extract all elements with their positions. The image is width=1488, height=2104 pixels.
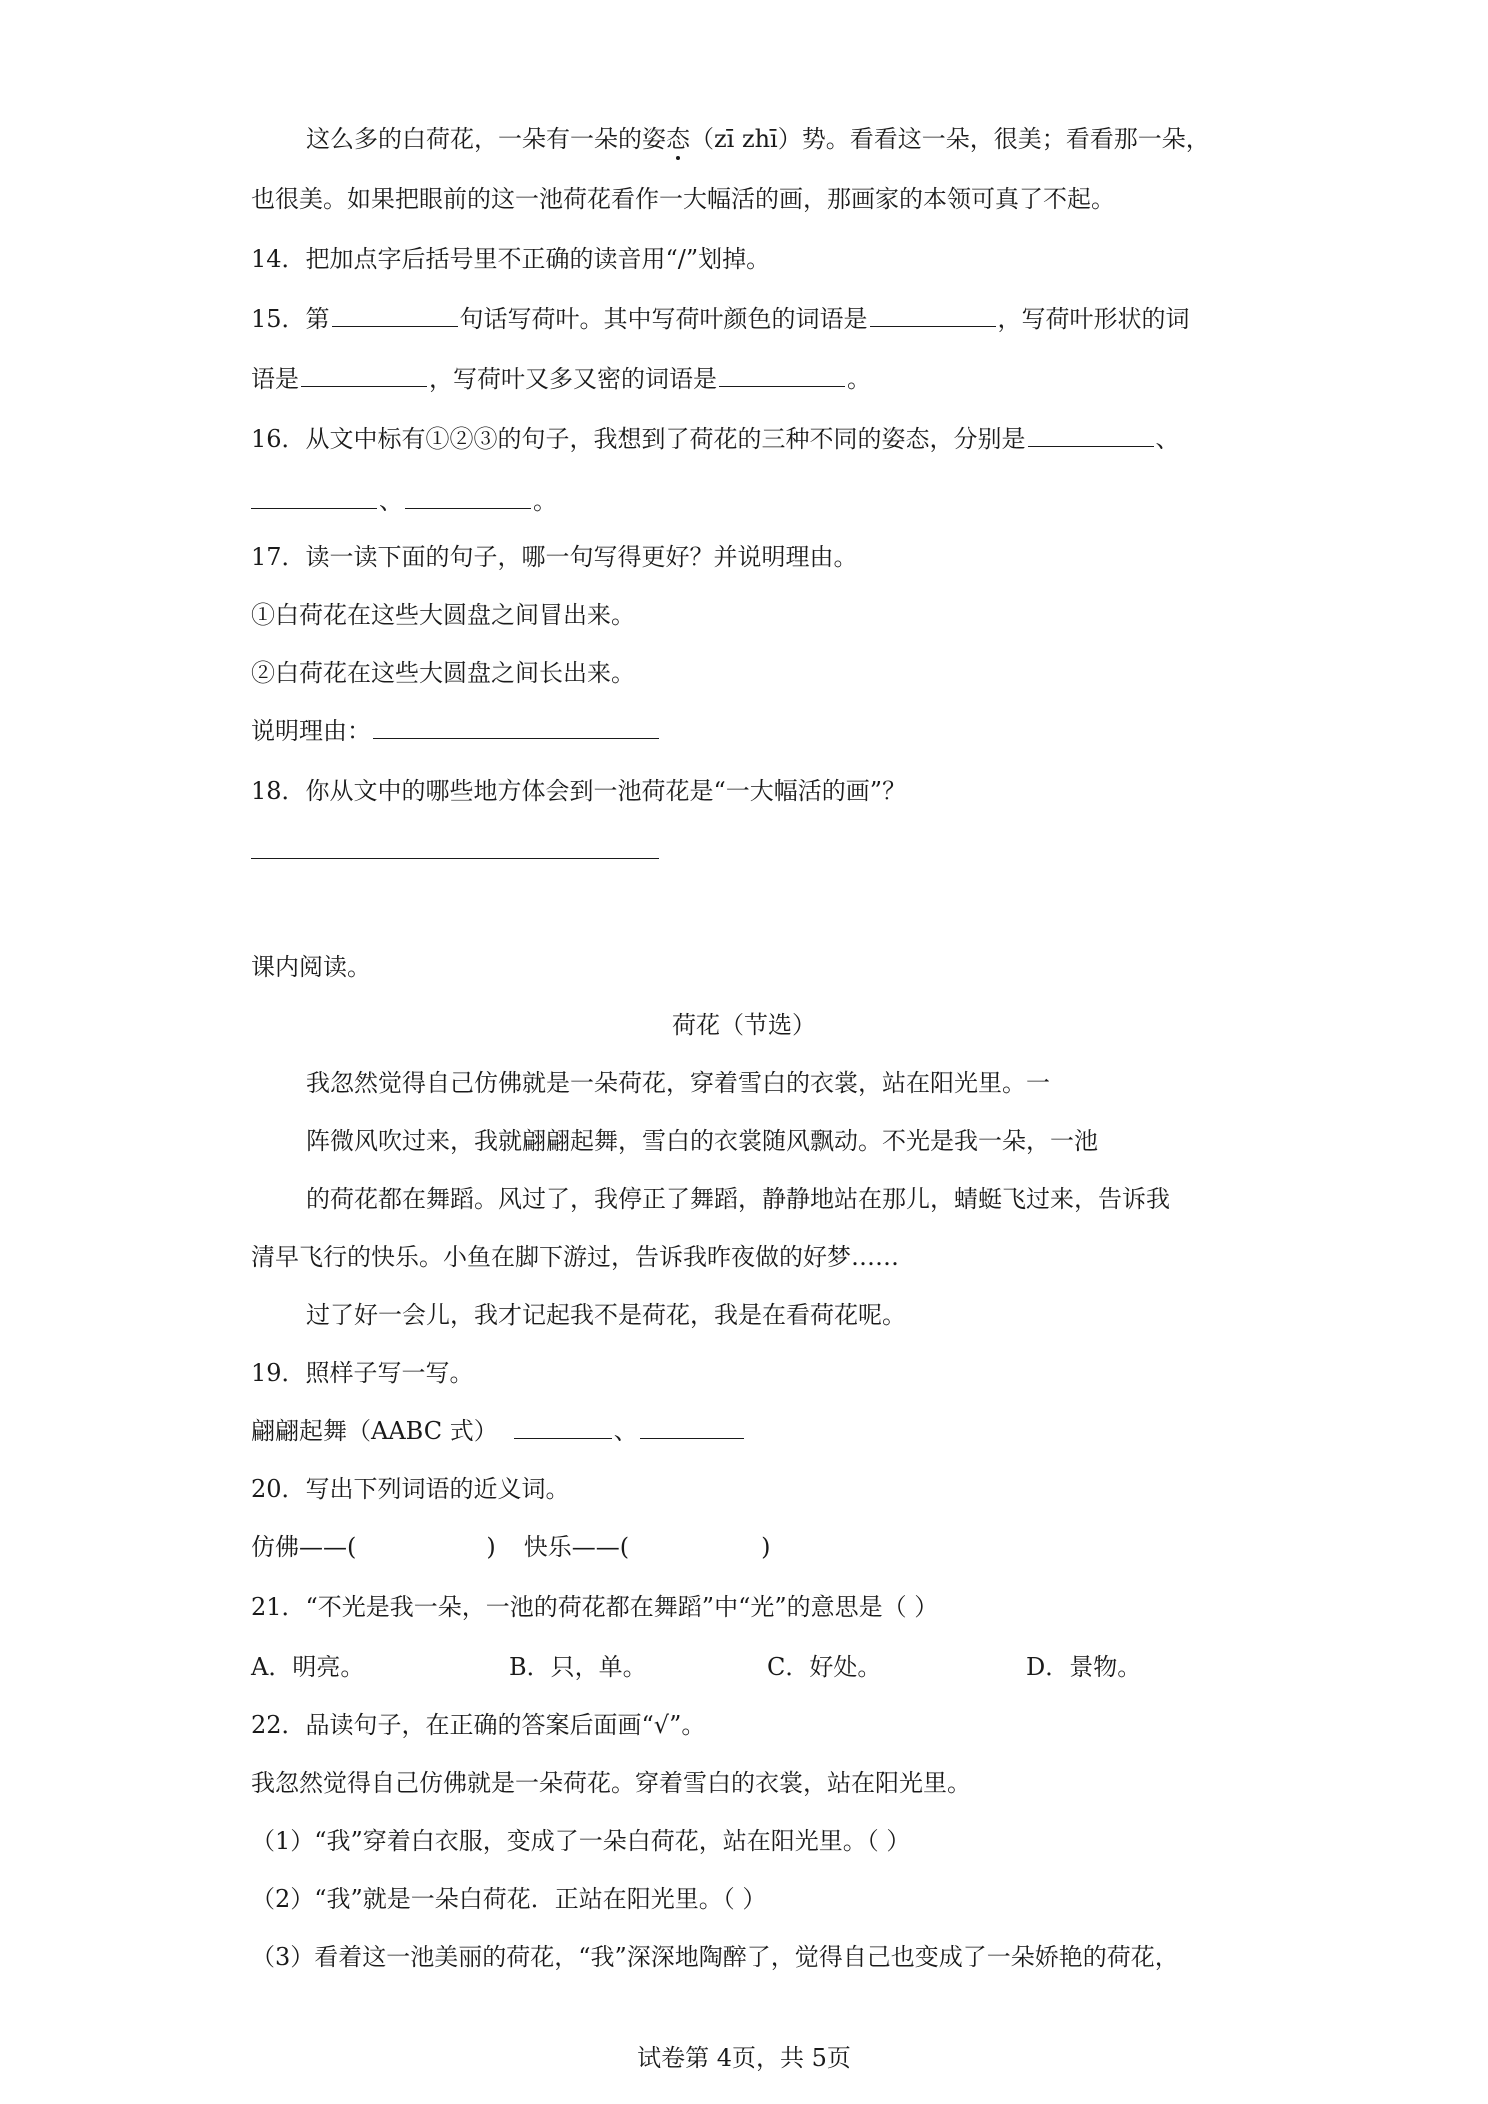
- passage2-line2: 阵微风吹过来，我就翩翩起舞，雪白的衣裳随风飘动。不光是我一朵，一池: [306, 1127, 1098, 1155]
- question-19-example: 翩翩起舞（AABC 式） 、: [251, 1414, 746, 1448]
- passage2-line5: 过了好一会儿，我才记起我不是荷花，我是在看荷花呢。: [306, 1301, 906, 1329]
- answer-blank[interactable]: [640, 1414, 744, 1439]
- question-20-words: 仿佛——( ) 快乐——( ): [251, 1533, 771, 1561]
- question-17-reason: 说明理由：: [251, 714, 661, 748]
- question-16-line1: 16．从文中标有①②③的句子，我想到了荷花的三种不同的姿态，分别是 、: [251, 422, 1180, 456]
- question-15-line1: 15．第 句话写荷叶。其中写荷叶颜色的词语是 ，写荷叶形状的词: [251, 302, 1190, 336]
- answer-blank[interactable]: [870, 302, 996, 327]
- passage2-line4: 清早飞行的快乐。小鱼在脚下游过，告诉我昨夜做的好梦……: [251, 1243, 899, 1271]
- question-17-sentence-1: ①白荷花在这些大圆盘之间冒出来。: [251, 601, 635, 629]
- page-footer: 试卷第 4页，共 5页: [637, 2044, 851, 2072]
- passage1-line2: 也很美。如果把眼前的这一池荷花看作一大幅活的画，那画家的本领可真了不起。: [251, 185, 1115, 213]
- question-22-option-3[interactable]: （3）看着这一池美丽的荷花，“我”深深地陶醉了，觉得自己也变成了一朵娇艳的荷花，: [251, 1943, 1179, 1971]
- question-16-line2: 、 。: [251, 484, 557, 518]
- question-19-stem: 19．照样子写一写。: [251, 1359, 474, 1387]
- option-a[interactable]: A．明亮。: [251, 1653, 365, 1681]
- section-label: 课内阅读。: [251, 953, 371, 981]
- answer-blank[interactable]: [251, 484, 377, 509]
- question-22-option-1[interactable]: （1）“我”穿着白衣服，变成了一朵白荷花，站在阳光里。（ ）: [251, 1827, 911, 1855]
- dotted-char: 态: [666, 122, 690, 156]
- question-22-stem: 22．品读句子，在正确的答案后面画“√”。: [251, 1711, 706, 1739]
- question-21-stem: 21．“不光是我一朵，一池的荷花都在舞蹈”中“光”的意思是（ ）: [251, 1593, 939, 1621]
- passage2-title: 荷花（节选）: [672, 1011, 816, 1039]
- option-d[interactable]: D．景物。: [1026, 1653, 1142, 1681]
- option-c[interactable]: C．好处。: [767, 1653, 882, 1681]
- answer-blank[interactable]: [1028, 422, 1154, 447]
- passage2-line3: 的荷花都在舞蹈。风过了，我停正了舞蹈，静静地站在那儿，蜻蜓飞过来，告诉我: [306, 1185, 1170, 1213]
- answer-blank[interactable]: [332, 302, 458, 327]
- question-22-option-2[interactable]: （2）“我”就是一朵白荷花．正站在阳光里。（ ）: [251, 1885, 767, 1913]
- question-18: 18．你从文中的哪些地方体会到一池荷花是“一大幅活的画”？: [251, 777, 907, 805]
- answer-line[interactable]: [251, 858, 659, 859]
- passage1-line1: 这么多的白荷花，一朵有一朵的姿态（zī zhī）势。看看这一朵，很美；看看那一朵，: [306, 122, 1210, 156]
- question-20-stem: 20．写出下列词语的近义词。: [251, 1475, 570, 1503]
- answer-blank[interactable]: [373, 714, 659, 739]
- passage2-line1: 我忽然觉得自己仿佛就是一朵荷花，穿着雪白的衣裳，站在阳光里。一: [306, 1069, 1050, 1097]
- answer-blank[interactable]: [301, 362, 427, 387]
- question-14: 14．把加点字后括号里不正确的读音用“/”划掉。: [251, 245, 771, 273]
- answer-blank[interactable]: [719, 362, 845, 387]
- question-17-stem: 17．读一读下面的句子，哪一句写得更好？并说明理由。: [251, 543, 858, 571]
- answer-blank[interactable]: [514, 1414, 612, 1439]
- question-15-line2: 语是 ，写荷叶又多又密的词语是 。: [251, 362, 871, 396]
- answer-blank[interactable]: [405, 484, 531, 509]
- question-17-sentence-2: ②白荷花在这些大圆盘之间长出来。: [251, 659, 635, 687]
- option-b[interactable]: B．只，单。: [509, 1653, 647, 1681]
- question-22-sentence: 我忽然觉得自己仿佛就是一朵荷花。穿着雪白的衣裳，站在阳光里。: [251, 1769, 971, 1797]
